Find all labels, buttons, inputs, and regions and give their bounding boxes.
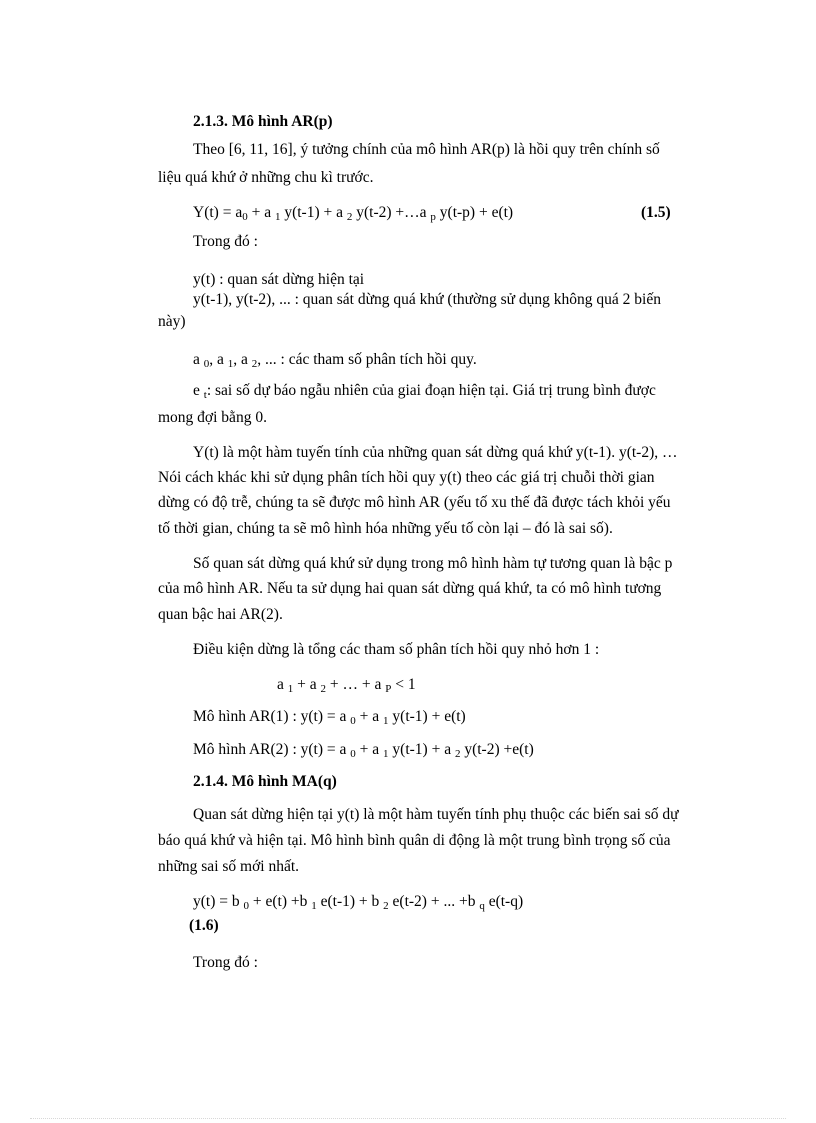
paragraph-linear-line-3: dừng có độ trễ, chúng ta sẽ được mô hình AR (yếu tố xu thế đã được tách khỏi yếu (158, 494, 671, 511)
paragraph-linear-line-2: Nói cách khác khi sử dụng phân tích hồi quy y(t) theo các giá trị chuỗi thời gian (158, 469, 655, 486)
paragraph-order-line-3: quan bậc hai AR(2). (158, 606, 283, 623)
definition-past-observation-line-2: này) (158, 313, 186, 330)
paragraph-order-line-2: của mô hình AR. Nếu ta sử dụng hai quan sát dừng quá khứ, ta có mô hình tương (158, 580, 662, 597)
equation-number-1-5: (1.5) (641, 204, 671, 221)
definition-current-observation: y(t) : quan sát dừng hiện tại (193, 271, 365, 288)
paragraph-order-line-1: Số quan sát dừng quá khứ sử dụng trong mô hình hàm tự tương quan là bậc p (193, 555, 673, 572)
equation-number-1-6: (1.6) (189, 917, 219, 934)
ar2-model: Mô hình AR(2) : y(t) = a $_0$ + a $_1$ y(t-1) + a $_2$ y(t-2) +e(t) (193, 741, 534, 760)
definition-parameters: a $_0$, a $_1$, a $_2$, ... : các tham số phân tích hồi quy. (193, 351, 477, 370)
definition-error-line-1: e $_t$: sai số dự báo ngẫu nhiên của giai đoạn hiện tại. Giá trị trung bình được (193, 382, 656, 401)
intro-line-1: Theo [6, 11, 16], ý tưởng chính của mô hình AR(p) là hồi quy trên chính số (193, 141, 660, 158)
paragraph-linear-line-1: Y(t) là một hàm tuyến tính của những quan sát dừng quá khứ y(t-1). y(t-2), … (193, 444, 678, 461)
paragraph-ma-line-1: Quan sát dừng hiện tại y(t) là một hàm tuyến tính phụ thuộc các biến sai số dự (193, 806, 679, 823)
equation-1-5: $Y(t) = a_0 + a$ $_1$ y(t-1) + a $_2$ y(t-2) +…a $_p$ y(t-p) + e(t) (193, 204, 514, 223)
paragraph-ma-line-3: những sai số mới nhất. (158, 858, 300, 875)
where-label-ma: Trong đó : (193, 954, 258, 971)
paragraph-ma-line-2: báo quá khứ và hiện tại. Mô hình bình quân di động là một trung bình trọng số của (158, 832, 671, 849)
section-heading-ma: 2.1.4. Mô hình MA(q) (193, 773, 337, 790)
equation-1-6: y(t) = b $_0$ + e(t) +b $_1$ e(t-1) + b $_2$ e(t-2) + ... +b $_q$ e(t-q) (193, 893, 524, 912)
paragraph-linear-line-4: tố thời gian, chúng ta sẽ mô hình hóa những yếu tố còn lại – đó là sai số). (158, 520, 613, 537)
section-heading-ar: 2.1.3. Mô hình AR(p) (193, 113, 333, 130)
where-label: Trong đó : (193, 233, 258, 250)
ar1-model: Mô hình AR(1) : y(t) = a $_0$ + a $_1$ y(t-1) + e(t) (193, 708, 466, 727)
definition-past-observation-line-1: y(t-1), y(t-2), ... : quan sát dừng quá khứ (thường sử dụng không quá 2 biến (193, 291, 661, 308)
definition-error-line-2: mong đợi bằng 0. (158, 409, 267, 426)
stationarity-sum: a $_1$ + a $_2$ + … + a $_P$ < 1 (277, 676, 416, 695)
intro-line-2: liệu quá khứ ở những chu kì trước. (158, 169, 374, 186)
stationarity-condition: Điều kiện dừng là tổng các tham số phân tích hồi quy nhỏ hơn 1 : (193, 641, 600, 658)
page-bottom-divider (30, 1118, 786, 1119)
